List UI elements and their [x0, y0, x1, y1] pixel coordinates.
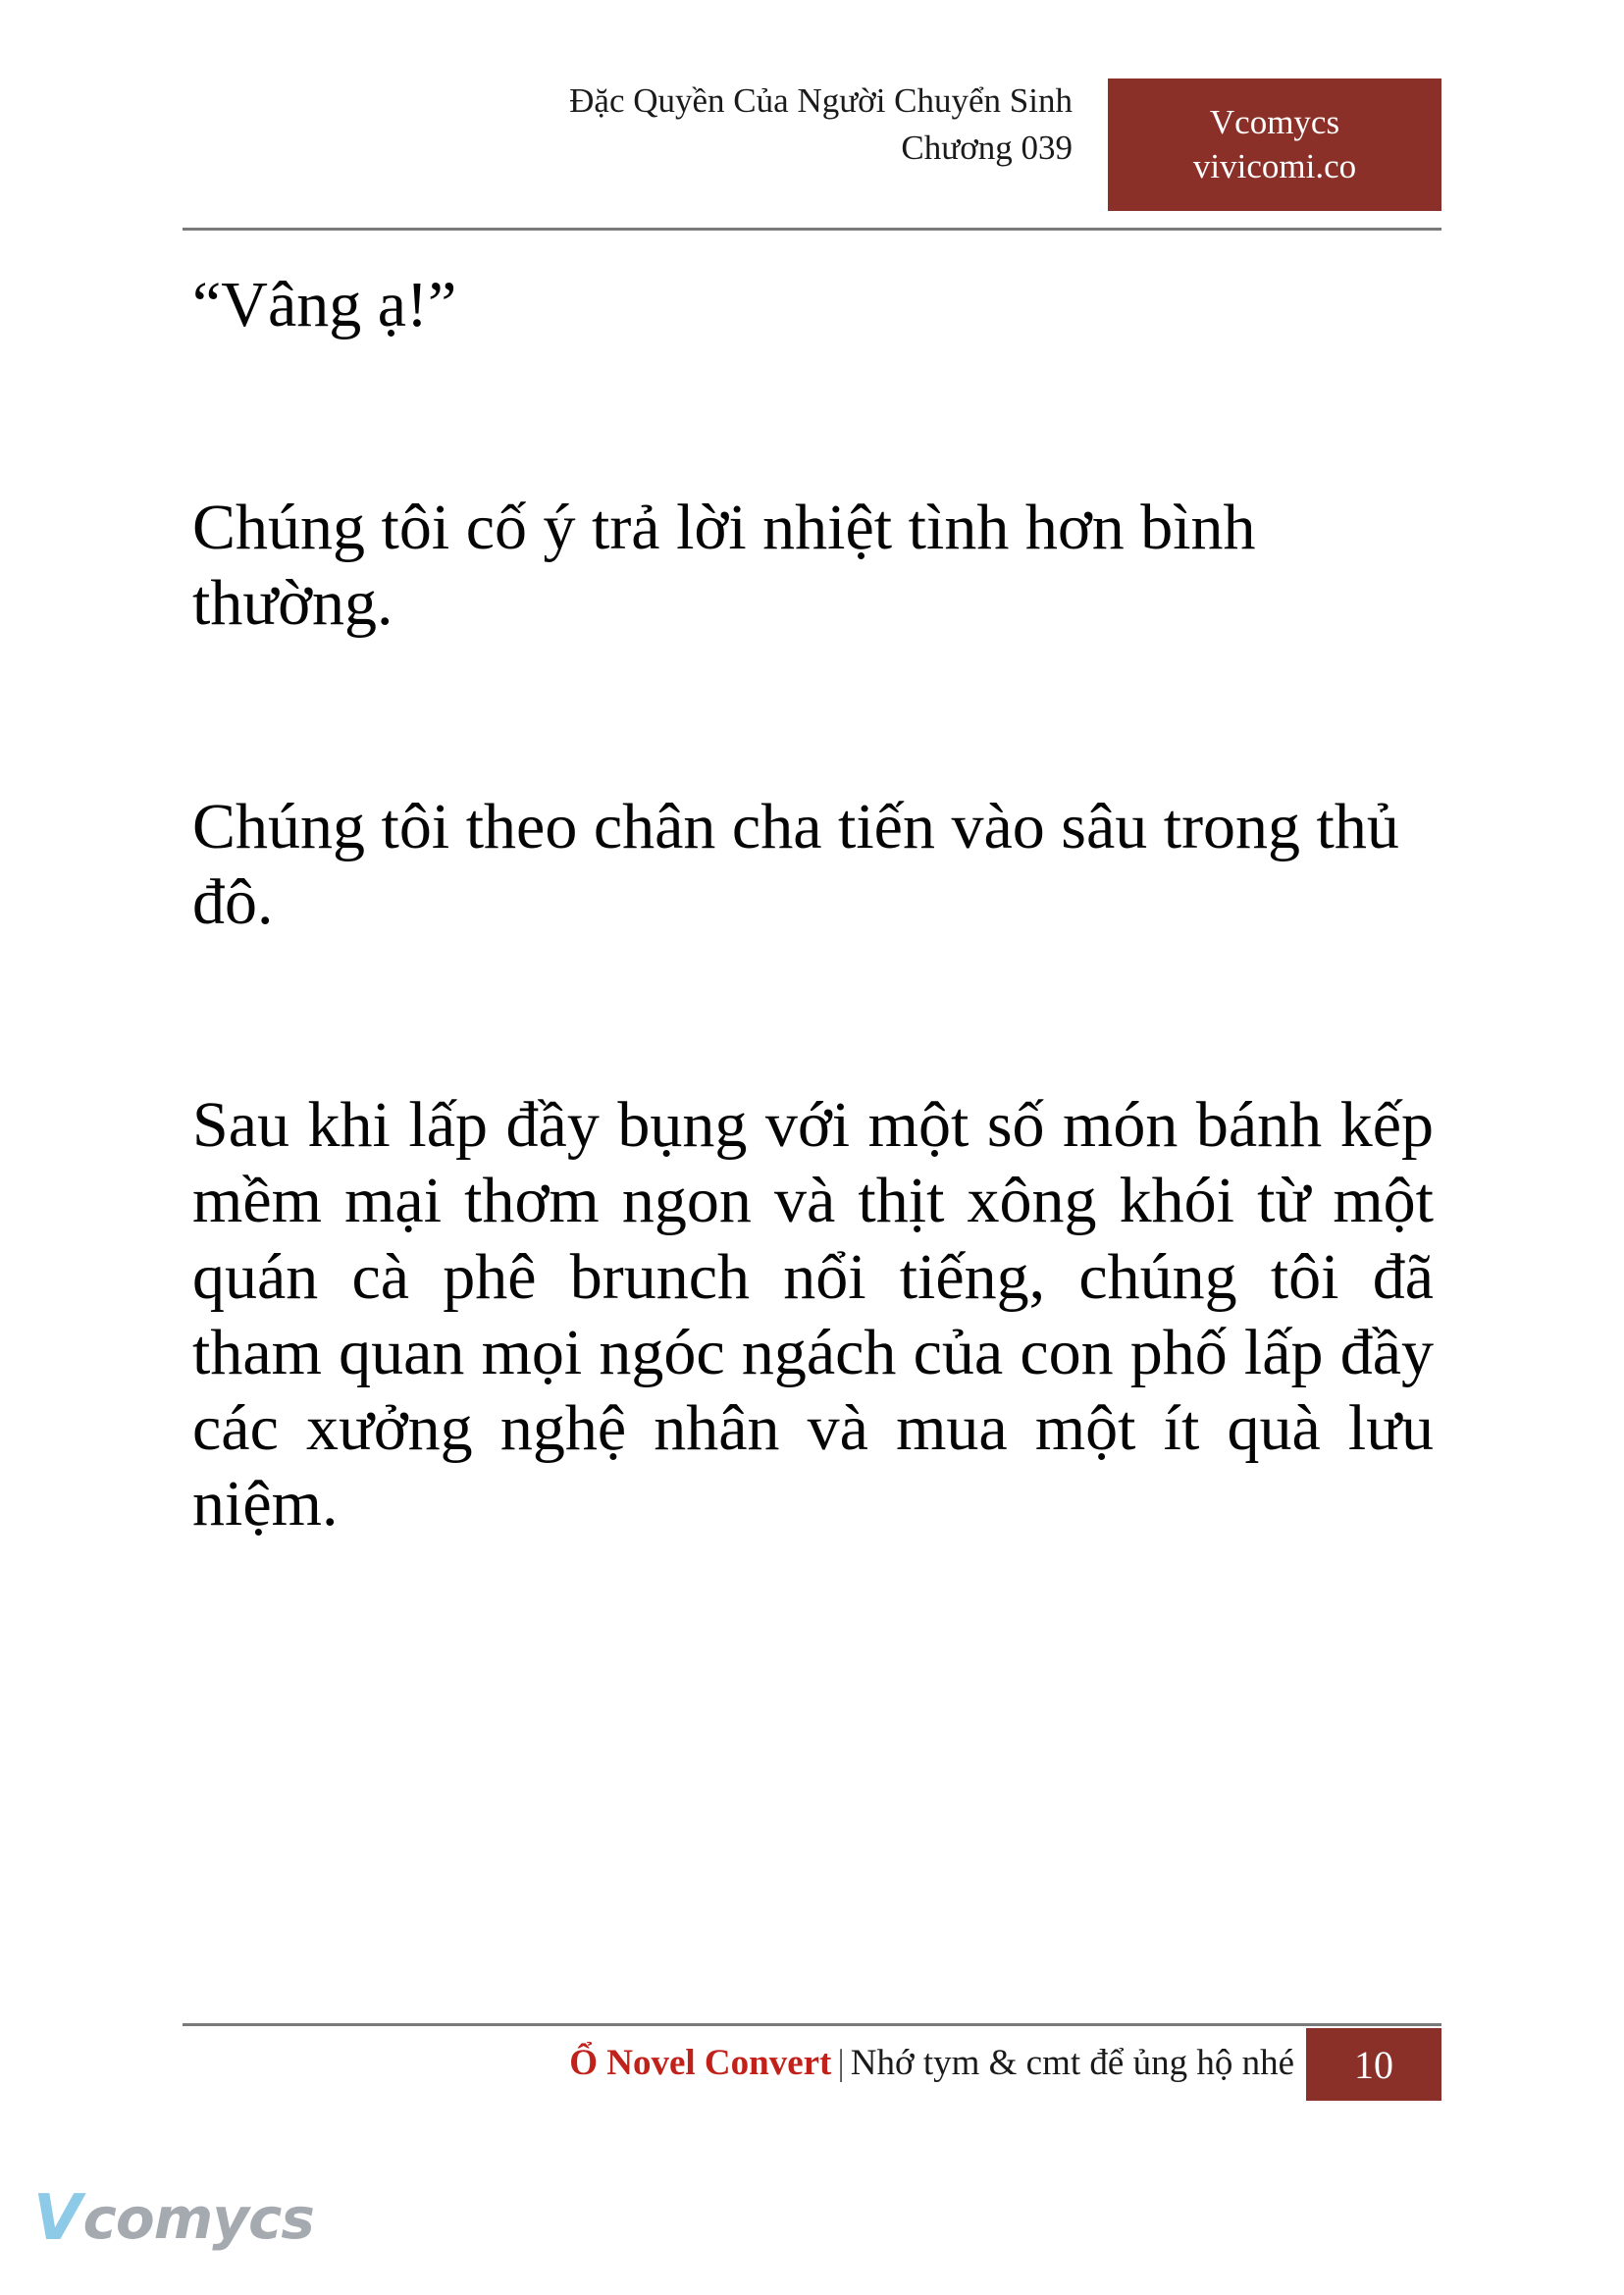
- page-number: 10: [1306, 2028, 1441, 2101]
- paragraph: Sau khi lấp đầy bụng với một số món bánh kếp mềm mại thơm ngon và thịt xông khói từ một quán cà phê brunch nổi tiếng, chúng tôi đã tham quan mọi ngóc ngách của con phố lấp đầy các xưởng nghệ nhân và mua một ít quà lưu niệm.: [192, 1089, 1434, 1540]
- paragraph: Chúng tôi cố ý trả lời nhiệt tình hơn bình thường.: [192, 492, 1256, 640]
- header-divider: [183, 228, 1441, 231]
- vcomycs-watermark-logo: [33, 2180, 318, 2257]
- footer-credit: [569, 2042, 1294, 2084]
- header-title-block: [569, 78, 1073, 170]
- footer-divider: [183, 2023, 1441, 2026]
- page-header: [183, 78, 1441, 216]
- paragraph: Chúng tôi theo chân cha tiến vào sâu trong thủ đô.: [192, 790, 1399, 938]
- site-badge-name: Vcomycs: [1209, 102, 1340, 141]
- watermark-v-icon: V: [33, 2182, 81, 2255]
- footer-separator: |: [837, 2043, 845, 2083]
- watermark-text: comycs: [82, 2185, 314, 2252]
- novel-title: Đặc Quyền Của Người Chuyển Sinh: [569, 81, 1073, 120]
- page-content: [192, 267, 1434, 1636]
- footer-brand: Ổ Novel Convert: [569, 2043, 832, 2083]
- chapter-title: Chương 039: [901, 128, 1073, 167]
- paragraph: “Vâng ạ!”: [192, 269, 457, 340]
- site-badge-url: vivicomi.co: [1192, 146, 1357, 185]
- site-badge: [1108, 78, 1441, 211]
- page-footer: [183, 2036, 1441, 2109]
- footer-note: Nhớ tym & cmt để ủng hộ nhé: [850, 2043, 1294, 2083]
